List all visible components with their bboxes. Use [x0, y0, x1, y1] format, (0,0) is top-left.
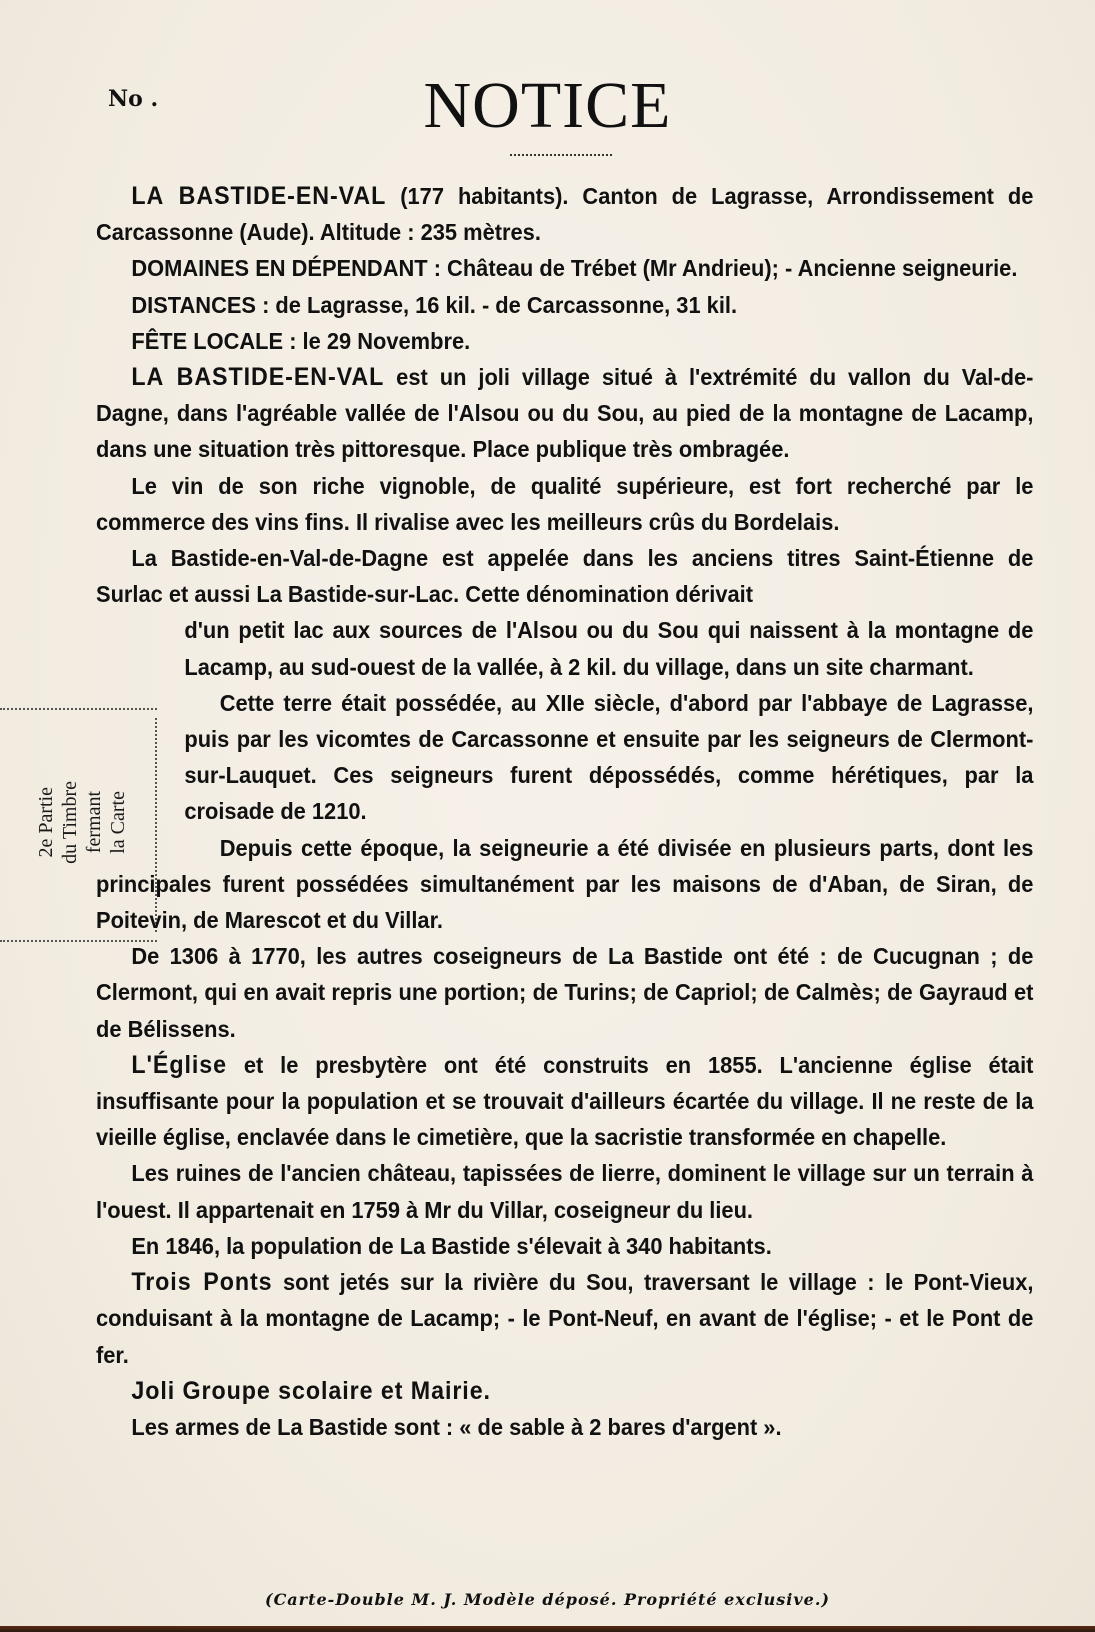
notice-body: [96, 178, 1033, 1445]
body-text: et le presbytère ont été construits en 1855. L'ancienne église était insuffisante pour la population et se trouvait d'ailleurs écartée du village. Il ne reste de la vieille église, enclavée dans le cimetière, que la sacristie transformée en chapelle.: [96, 1051, 1034, 1151]
lead-text: Joli Groupe scolaire et Mairie.: [131, 1376, 491, 1405]
body-text: d'un petit lac aux sources de l'Alsou ou du Sou qui naissent à la montagne de Lacamp, au sud-ouest de la vallée, à 2 kil. du village, dans un site charmant.: [184, 617, 1034, 680]
stamp-line: 2e Partie: [35, 787, 57, 858]
paragraph-armes: [96, 1409, 1033, 1445]
paragraph-ponts: [96, 1264, 1033, 1373]
stamp-line: fermant: [83, 791, 105, 854]
body-text: Le vin de son riche vignoble, de qualité supérieure, est fort recherché par le commerce des vins fins. Il rivalise avec les meilleurs crûs du Bordelais.: [96, 472, 1034, 535]
paragraph-seigneurie: [96, 830, 1033, 939]
lead-text: Trois Ponts: [131, 1268, 273, 1297]
paragraph-lake: [96, 612, 1033, 684]
stamp-line: du Timbre: [59, 781, 81, 864]
body-text: Depuis cette époque, la seigneurie a été divisée en plusieurs parts, dont les principales furent possédées simultanément par les maisons de d'Aban, de Siran, de Poitevin, de Marescot et du Villar.: [96, 834, 1034, 934]
number-label: No .: [108, 86, 159, 112]
body-text: La Bastide-en-Val-de-Dagne est appelée dans les anciens titres Saint-Étienne de Surlac et aussi La Bastide-sur-Lac. Cette dénomination dérivait: [96, 545, 1034, 608]
body-text: : le 29 Novembre.: [283, 327, 471, 354]
body-text: : de Lagrasse, 16 kil. - de Carcassonne, 31 kil.: [256, 291, 738, 318]
page-title: NOTICE: [423, 69, 672, 142]
lead-text: LA BASTIDE-EN-VAL: [131, 363, 385, 392]
body-text: Cette terre était possédée, au XIIe siècle, d'abord par l'abbaye de Lagrasse, puis par les vicomtes de Carcassonne et ensuite par les seigneurs de Clermont-sur-Lauquet. Ces seigneurs furent dépossédés, comme hérétiques, par la croisade de 1210.: [184, 689, 1034, 825]
body-text: De 1306 à 1770, les autres coseigneurs de La Bastide ont été : de Cucugnan ; de Clermont, qui en avait repris une portion; de Turins; de Capriol; de Calmès; de Gayraud et de Bélissens.: [96, 943, 1034, 1042]
title-divider: [510, 154, 612, 156]
lead-text: DOMAINES EN DÉPENDANT: [131, 255, 428, 282]
stamp-line: la Carte: [107, 791, 129, 854]
body-text: Les ruines de l'ancien château, tapissées de lierre, dominent le village sur un terrain à l'ouest. Il appartenait en 1759 à Mr du Villar, coseigneur du lieu.: [96, 1160, 1034, 1223]
paragraph-wine: [96, 468, 1033, 540]
body-text: (177 habitants). Canton de Lagrasse, Arrondissement de Carcassonne (Aude). Altitude : 235 mètres.: [96, 183, 1034, 246]
paragraph-heading: [96, 178, 1033, 250]
lead-text: L'Église: [131, 1050, 228, 1079]
paragraph-fete: [96, 323, 1033, 359]
paragraph-domains: [96, 250, 1033, 286]
body-text: Les armes de La Bastide sont : « de sable à 2 bares d'argent ».: [131, 1413, 782, 1440]
paragraph-chateau: [96, 1155, 1033, 1227]
paragraph-groupe-scolaire: [96, 1373, 1033, 1409]
body-text: est un joli village situé à l'extrémité du vallon du Val-de-Dagne, dans l'agréable vallée de l'Alsou ou du Sou, au pied de la montagne de Lacamp, dans une situation très pittoresque. Place publique très ombragée.: [96, 364, 1034, 463]
paragraph-eglise: [96, 1047, 1033, 1156]
paragraph-distances: [96, 287, 1033, 323]
body-text: sont jetés sur la rivière du Sou, traversant le village : le Pont-Vieux, conduisant à la montagne de Lacamp; - le Pont-Neuf, en avant de l'église; - et le Pont de fer.: [96, 1269, 1034, 1368]
footer-copyright: (Carte-Double M. J. Modèle déposé. Propriété exclusive.): [265, 1590, 830, 1609]
card-edge: [0, 1626, 1095, 1632]
lead-text: FÊTE LOCALE: [131, 327, 284, 354]
body-text: En 1846, la population de La Bastide s'élevait à 340 habitants.: [131, 1232, 772, 1259]
paragraph-history: [96, 685, 1033, 830]
paragraph-population: [96, 1228, 1033, 1264]
paragraph-name-origin: [96, 540, 1033, 612]
paragraph-coseigneurs: [96, 938, 1033, 1047]
lead-text: DISTANCES: [131, 291, 257, 318]
body-text: : Château de Trébet (Mr Andrieu); - Ancienne seigneurie.: [427, 255, 1018, 282]
lead-text: LA BASTIDE-EN-VAL: [131, 182, 387, 210]
paragraph-village: [96, 359, 1033, 468]
